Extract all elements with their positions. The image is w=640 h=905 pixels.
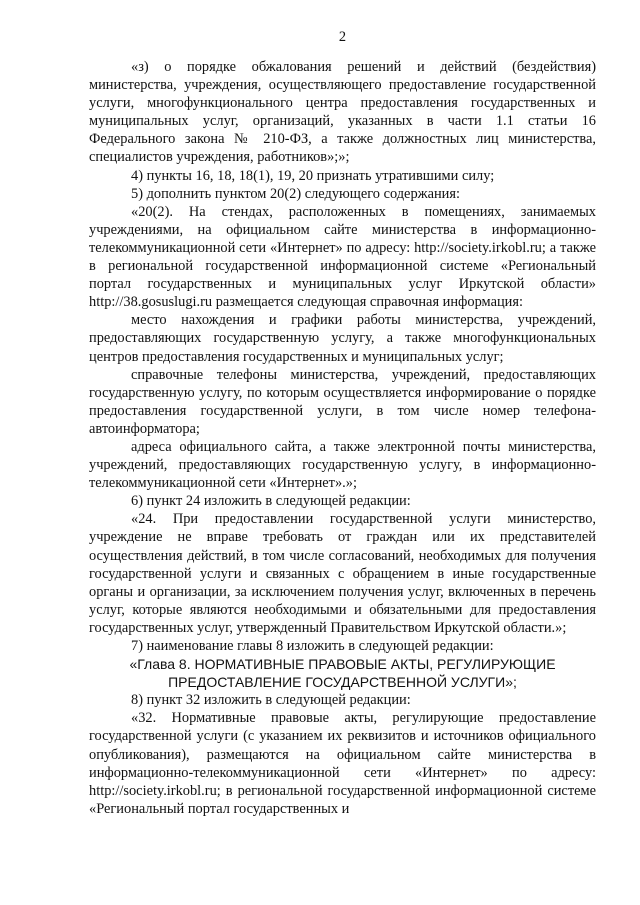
page-number: 2 [338, 29, 347, 45]
paragraph-clause-32: «32. Нормативные правовые акты, регулирующие предоставление государственной услуги (с указанием их реквизитов и источников официального опубликования), размещаются на официальном сайте министерства в информационно-телекоммуникационной сети «Интернет» по адресу: http://society.irkobl.ru; в региональной государственной информационной системе «Региональный портал государственных и [89, 710, 596, 817]
document-body [89, 58, 596, 818]
paragraph-clause-24: «24. При предоставлении государственной услуги министерство, учреждение не вправе требовать от граждан или их представителей осуществления действий, в том числе согласований, необходимых для получения государственной услуги и связанных с обращением в иные государственные органы и организации, за исключением получения услуг, включенных в перечень услуг, которые являются необходимыми и обязательными для предоставления государственных услуг, утвержденный Правительством Иркутской области.»; [89, 511, 596, 636]
paragraph-location-schedule: место нахождения и графики работы министерства, учреждений, предоставляющих государственную услугу, а также многофункциональных центров предоставления государственных и муниципальных услуг; [89, 312, 596, 365]
paragraph-clause-z: «з) о порядке обжалования решений и действий (бездействия) министерства, учреждения, осуществляющего предоставление государственной услуги, многофункционального центра предоставления государственных и муниципальных услуг, организаций, указанных в части 1.1 статьи 16 Федерального закона № 210-ФЗ, а также должностных лиц министерства, специалистов учреждения, работников»;»; [89, 59, 596, 166]
paragraph-clause-20-2: «20(2). На стендах, расположенных в помещениях, занимаемых учреждениями, на официальном сайте министерства в информационно-телекоммуникационной сети «Интернет» по адресу: http://society.irkobl.ru; а также в региональной государственной информационной системе «Региональный портал государственных и муниципальных услуг Иркутской области» http://38.gosuslugi.ru размещается следующая справочная информация: [89, 203, 596, 311]
chapter-8-heading: «Глава 8. НОРМАТИВНЫЕ ПРАВОВЫЕ АКТЫ, РЕГУЛИРУЮЩИЕ ПРЕДОСТАВЛЕНИЕ ГОСУДАРСТВЕННОЙ УСЛУГИ»; [129, 656, 556, 691]
paragraph-item-6: 6) пункт 24 изложить в следующей редакции: [131, 493, 411, 510]
paragraph-item-8: 8) пункт 32 изложить в следующей редакции: [131, 692, 411, 709]
paragraph-item-4: 4) пункты 16, 18, 18(1), 19, 20 признать утратившими силу; [131, 167, 495, 184]
paragraph-phones: справочные телефоны министерства, учреждений, предоставляющих государственную услугу, по которым осуществляется информирование о порядке предоставления государственной услуги, в том числе номер телефона-автоинформатора; [89, 366, 596, 437]
paragraph-addresses: адреса официального сайта, а также электронной почты министерства, учреждений, предоставляющих государственную услугу, в информационно-телекоммуникационной сети «Интернет».»; [89, 438, 596, 492]
paragraph-item-5: 5) дополнить пунктом 20(2) следующего содержания: [131, 185, 460, 202]
paragraph-item-7: 7) наименование главы 8 изложить в следующей редакции: [131, 638, 494, 654]
